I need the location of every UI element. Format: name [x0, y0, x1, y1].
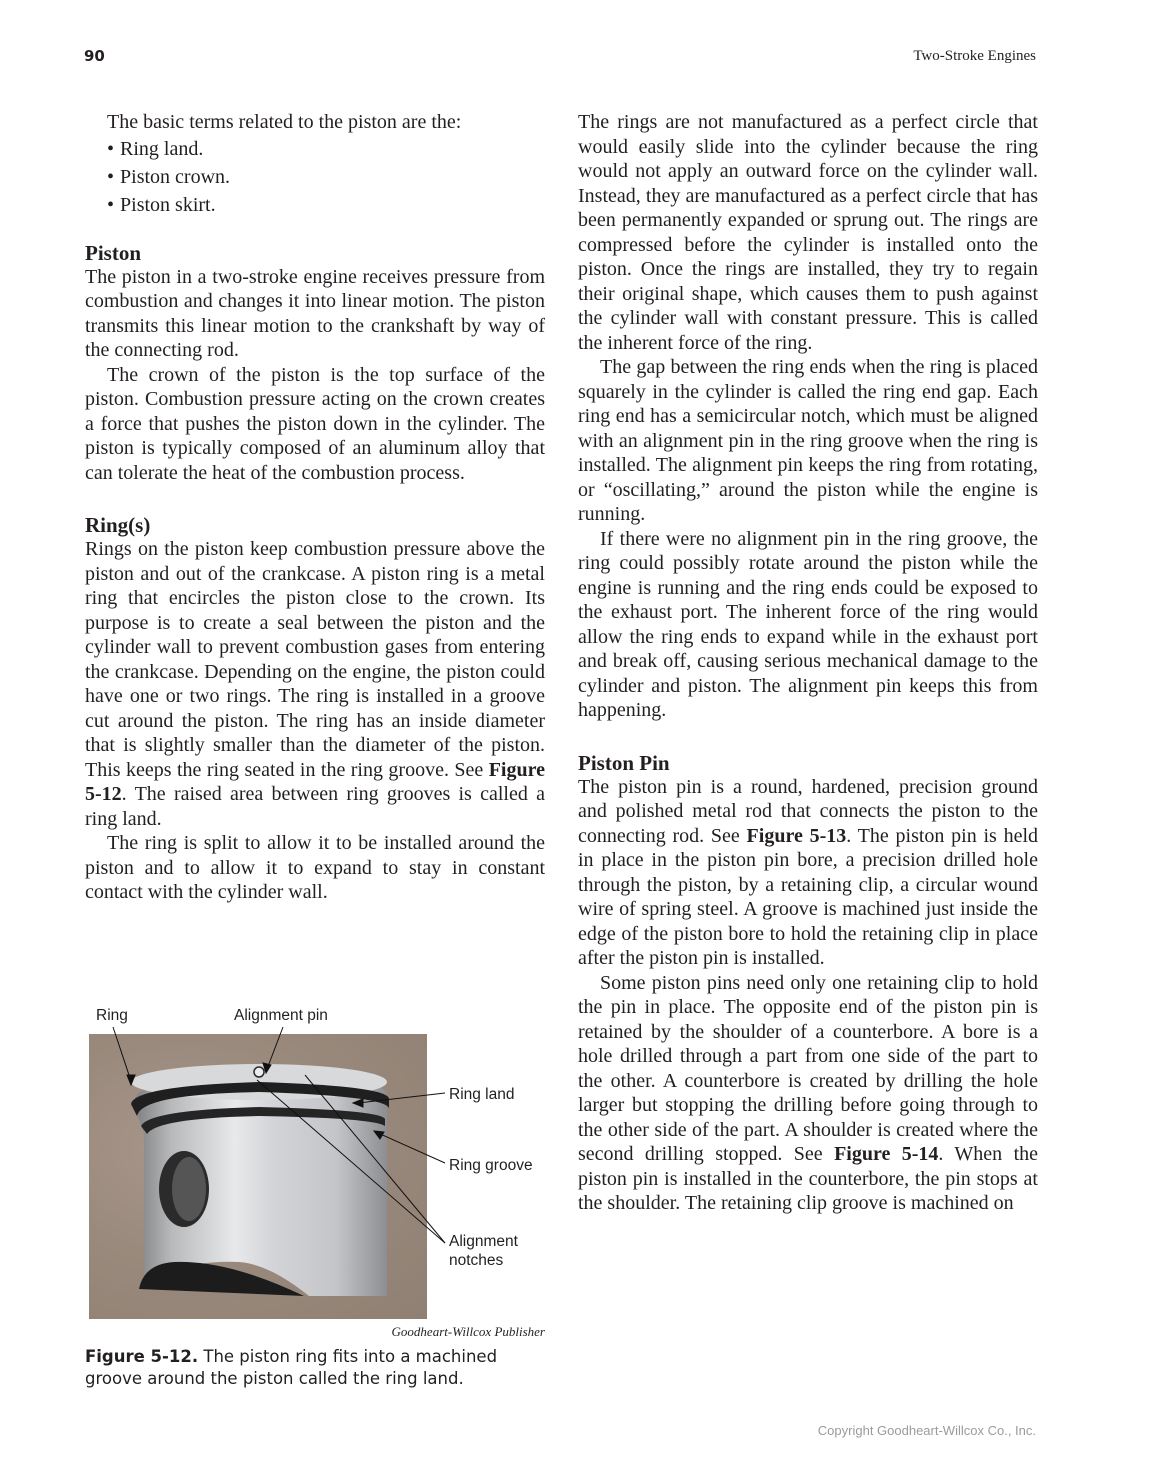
list-item: • Ring land. — [107, 135, 545, 163]
copyright-footer: Copyright Goodheart-Willcox Co., Inc. — [817, 1423, 1036, 1438]
figure-reference-link[interactable]: Figure 5-12 — [85, 758, 545, 805]
list-item: • Piston skirt. — [107, 191, 545, 219]
right-column — [578, 110, 1038, 1216]
left-column — [85, 110, 545, 905]
paragraph: The crown of the piston is the top surface of the piston. Combustion pressure acting on the crown creates a force that pushes the piston down in the cylinder. The piston is typically composed of an aluminum alloy that can tolerate the heat of the combustion process. — [85, 363, 545, 484]
running-head: Two-Stroke Engines — [913, 48, 1036, 64]
figure-caption: Figure 5-12. The piston ring fits into a machined groove around the piston called the ring land. — [85, 1347, 498, 1388]
term-list — [107, 135, 545, 219]
figure-reference-link[interactable]: Figure 5-13 — [746, 824, 847, 847]
section-heading-rings: Ring(s) — [85, 513, 151, 537]
label-ring-land: Ring land — [449, 1086, 515, 1103]
intro-text: The basic terms related to the piston are the: — [107, 111, 462, 133]
label-ring-groove: Ring groove — [449, 1157, 533, 1174]
label-ring: Ring — [96, 1007, 128, 1024]
paragraph: The ring is split to allow it to be installed around the piston and to allow it to expand to stay in constant contact with the cylinder wall. — [85, 832, 545, 903]
caption-id: Figure 5-12. — [85, 1347, 199, 1366]
page-number: 90 — [84, 47, 105, 65]
paragraph: If there were no alignment pin in the ring groove, the ring could possibly rotate around the piston while the engine is running and the ring ends could be exposed to the exhaust port. The inherent force of the ring would allow the ring ends to expand while in the exhaust port and break off, causing serious mechanical damage to the cylinder and piston. The alignment pin keeps this from happening. — [578, 527, 1038, 721]
label-alignment-notches: Alignment notches — [449, 1233, 518, 1269]
figure-reference-link[interactable]: Figure 5-14 — [834, 1143, 939, 1165]
section-heading-piston: Piston — [85, 240, 142, 265]
paragraph: Rings on the piston keep combustion pressure above the piston and out of the crankcase. A piston ring is a metal ring that encircles the piston close to the crown. Its purpose is to create a seal between the piston and the cylinder wall to prevent combustion gases from entering the crankcase. Depending on the engine, the piston could have one or two rings. The ring is installed in a groove cut around the piston. The ring has an inside diameter that is slightly smaller than the diameter of the piston. This keeps the ring seated in the ring groove. See Figure 5-12. The raised area between ring grooves is called a ring land. — [85, 538, 545, 830]
paragraph: The piston in a two-stroke engine receives pressure from combustion and changes it into linear motion. The piston transmits this linear motion to the crankshaft by way of the connecting rod. — [85, 265, 545, 361]
paragraph: The piston pin is a round, hardened, precision ground and polished metal rod that connects the piston to the connecting rod. See Figure 5-13. The piston pin is held in place in the piston pin bore, a precision drilled hole through the piston, by a retaining clip, a circular wound wire of spring steel. A groove is machined just inside the edge of the piston bore to hold the retaining clip in place after the piston pin is installed. — [578, 775, 1039, 969]
section-heading-piston-pin: Piston Pin — [578, 750, 670, 775]
paragraph: The gap between the ring ends when the ring is placed squarely in the cylinder is called the ring end gap. Each ring end has a semicircular notch, which must be aligned with an alignment pin in the ring groove when the ring is installed. The alignment pin keeps the ring from rotating, or “oscillating,” around the piston while the engine is running. — [578, 356, 1038, 525]
figure-5-12 — [85, 1003, 545, 1393]
figure-credit: Goodheart-Willcox Publisher — [391, 1324, 545, 1339]
paragraph: Some piston pins need only one retaining clip to hold the pin in place. The opposite end of the piston pin is retained by the shoulder of a counterbore. A bore is a hole drilled through a part from one side of the part to the other. A counterbore is created by drilling the hole larger but stopping the drilling before going through to the other side of the part. A shoulder is created where the second drilling stopped. See Figure 5-14. When the piston pin is installed in the counterbore, the pin stops at the shoulder. The retaining clip groove is machined on — [578, 971, 1039, 1214]
label-alignment-pin: Alignment pin — [234, 1007, 328, 1024]
list-item: • Piston crown. — [107, 163, 545, 191]
paragraph: The rings are not manufactured as a perfect circle that would easily slide into the cylinder because the ring would not apply an outward force on the cylinder wall. Instead, they are manufactured as a perfect circle that has been permanently expanded or sprung out. The rings are compressed before the cylinder is installed onto the piston. Once the rings are installed, they try to regain their original shape, which causes them to push against the cylinder wall with constant pressure. This is called the inherent force of the ring. — [578, 111, 1038, 354]
